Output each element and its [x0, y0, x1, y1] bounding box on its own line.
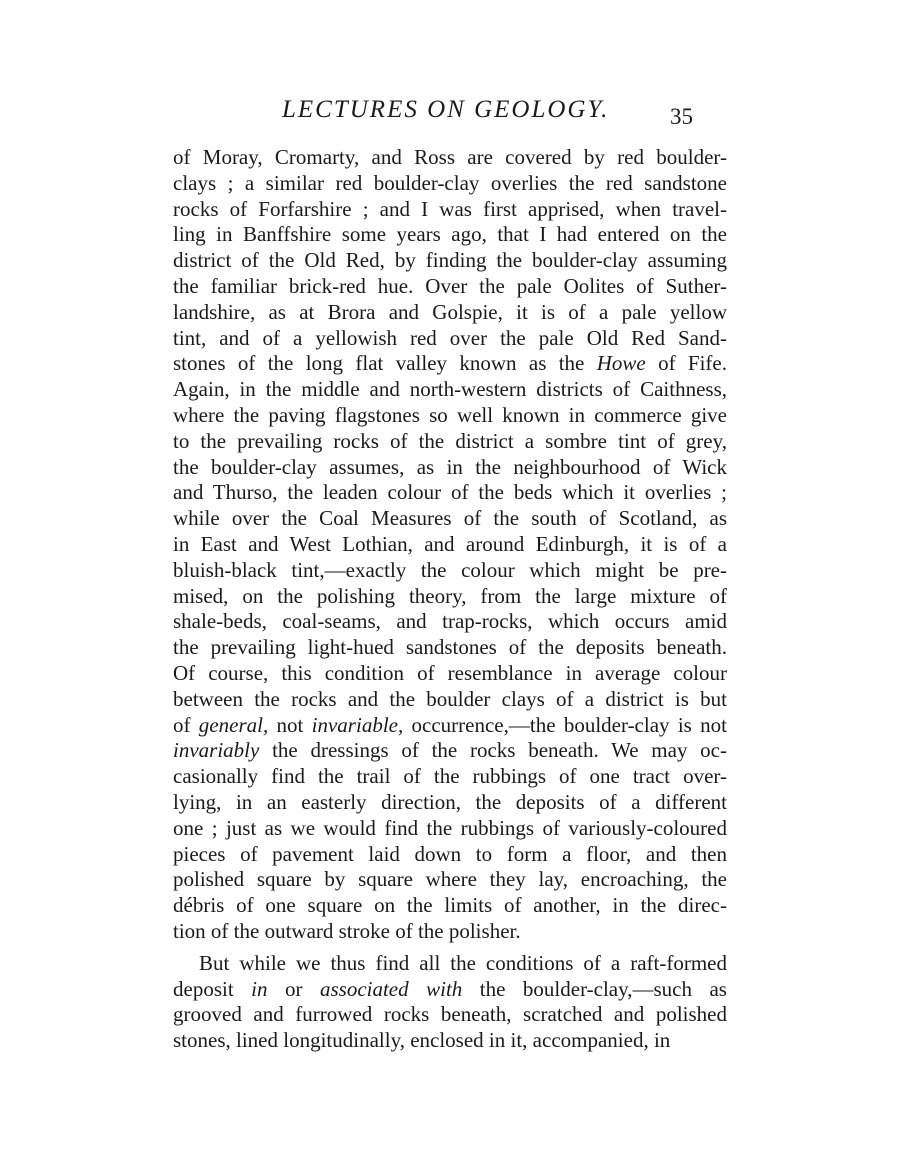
text-line: where the paving flagstones so well known in commerce give	[173, 402, 727, 427]
text-line: But while we thus find all the conditions of a raft-formed	[199, 950, 727, 975]
text-line: invariably the dressings of the rocks beneath. We may oc-	[173, 738, 727, 763]
text-line: grooved and furrowed rocks beneath, scratched and polished	[173, 1002, 727, 1027]
text-line: tion of the outward stroke of the polisher.	[173, 918, 521, 943]
text-line: the boulder-clay assumes, as in the neighbourhood of Wick	[173, 454, 727, 479]
text-line: Of course, this condition of resemblance in average colour	[173, 660, 727, 685]
text-line: casionally find the trail of the rubbings of one tract over-	[173, 764, 727, 789]
text-line: while over the Coal Measures of the south of Scotland, as	[173, 506, 727, 531]
italic-text: associated with	[319, 976, 463, 1001]
text-line: between the rocks and the boulder clays of a district is but	[173, 686, 727, 711]
text-line: clays ; a similar red boulder-clay overlies the red sandstone	[173, 170, 727, 195]
paragraph-2	[173, 951, 727, 1054]
text-line: one ; just as we would find the rubbings of variously-coloured	[173, 815, 727, 840]
paragraph-1	[173, 145, 727, 945]
text-line: deposit in or associated with the boulder-clay,—such as	[173, 976, 727, 1001]
text-line: mised, on the polishing theory, from the large mixture of	[173, 583, 727, 608]
text-line: débris of one square on the limits of another, in the direc-	[173, 893, 727, 918]
text-line: landshire, as at Brora and Golspie, it is of a pale yellow	[173, 299, 727, 324]
italic-text: in	[251, 976, 268, 1001]
italic-text: Howe	[596, 351, 646, 376]
text-line: bluish-black tint,—exactly the colour which might be pre-	[173, 557, 727, 582]
text-line: pieces of pavement laid down to form a floor, and then	[173, 841, 727, 866]
body-text	[173, 145, 727, 1054]
text-line: tint, and of a yellowish red over the pale Old Red Sand-	[173, 325, 727, 350]
text-line: in East and West Lothian, and around Edinburgh, it is of a	[173, 531, 727, 556]
italic-text: general,	[198, 712, 269, 737]
text-line: and Thurso, the leaden colour of the beds which it overlies ;	[173, 480, 727, 505]
running-head	[0, 96, 900, 136]
text-line: stones, lined longitudinally, enclosed in it, accompanied, in	[173, 1028, 671, 1053]
italic-text: invariably	[173, 738, 260, 763]
text-line: Again, in the middle and north-western districts of Caithness,	[173, 377, 727, 402]
text-line: the familiar brick-red hue. Over the pale Oolites of Suther-	[173, 273, 727, 298]
text-line: ling in Banffshire some years ago, that I had entered on the	[173, 222, 727, 247]
text-line: stones of the long flat valley known as the Howe of Fife.	[173, 351, 728, 376]
text-line: district of the Old Red, by finding the boulder-clay assuming	[173, 248, 727, 273]
italic-text: invariable,	[311, 712, 404, 737]
text-line: lying, in an easterly direction, the deposits of a different	[173, 789, 727, 814]
text-line: shale-beds, coal-seams, and trap-rocks, which occurs amid	[173, 609, 727, 634]
text-line: of general, not invariable, occurrence,—the boulder-clay is not	[173, 712, 727, 737]
page-number: 35	[670, 104, 693, 129]
text-line: of Moray, Cromarty, and Ross are covered by red boulder-	[173, 145, 727, 169]
running-head-title: LECTURES ON GEOLOGY.	[282, 96, 610, 123]
text-line: polished square by square where they lay, encroaching, the	[173, 867, 727, 892]
text-line: the prevailing light-hued sandstones of the deposits beneath.	[173, 635, 727, 660]
text-line: rocks of Forfarshire ; and I was first apprised, when travel-	[173, 196, 727, 221]
text-line: to the prevailing rocks of the district a sombre tint of grey,	[173, 428, 727, 453]
